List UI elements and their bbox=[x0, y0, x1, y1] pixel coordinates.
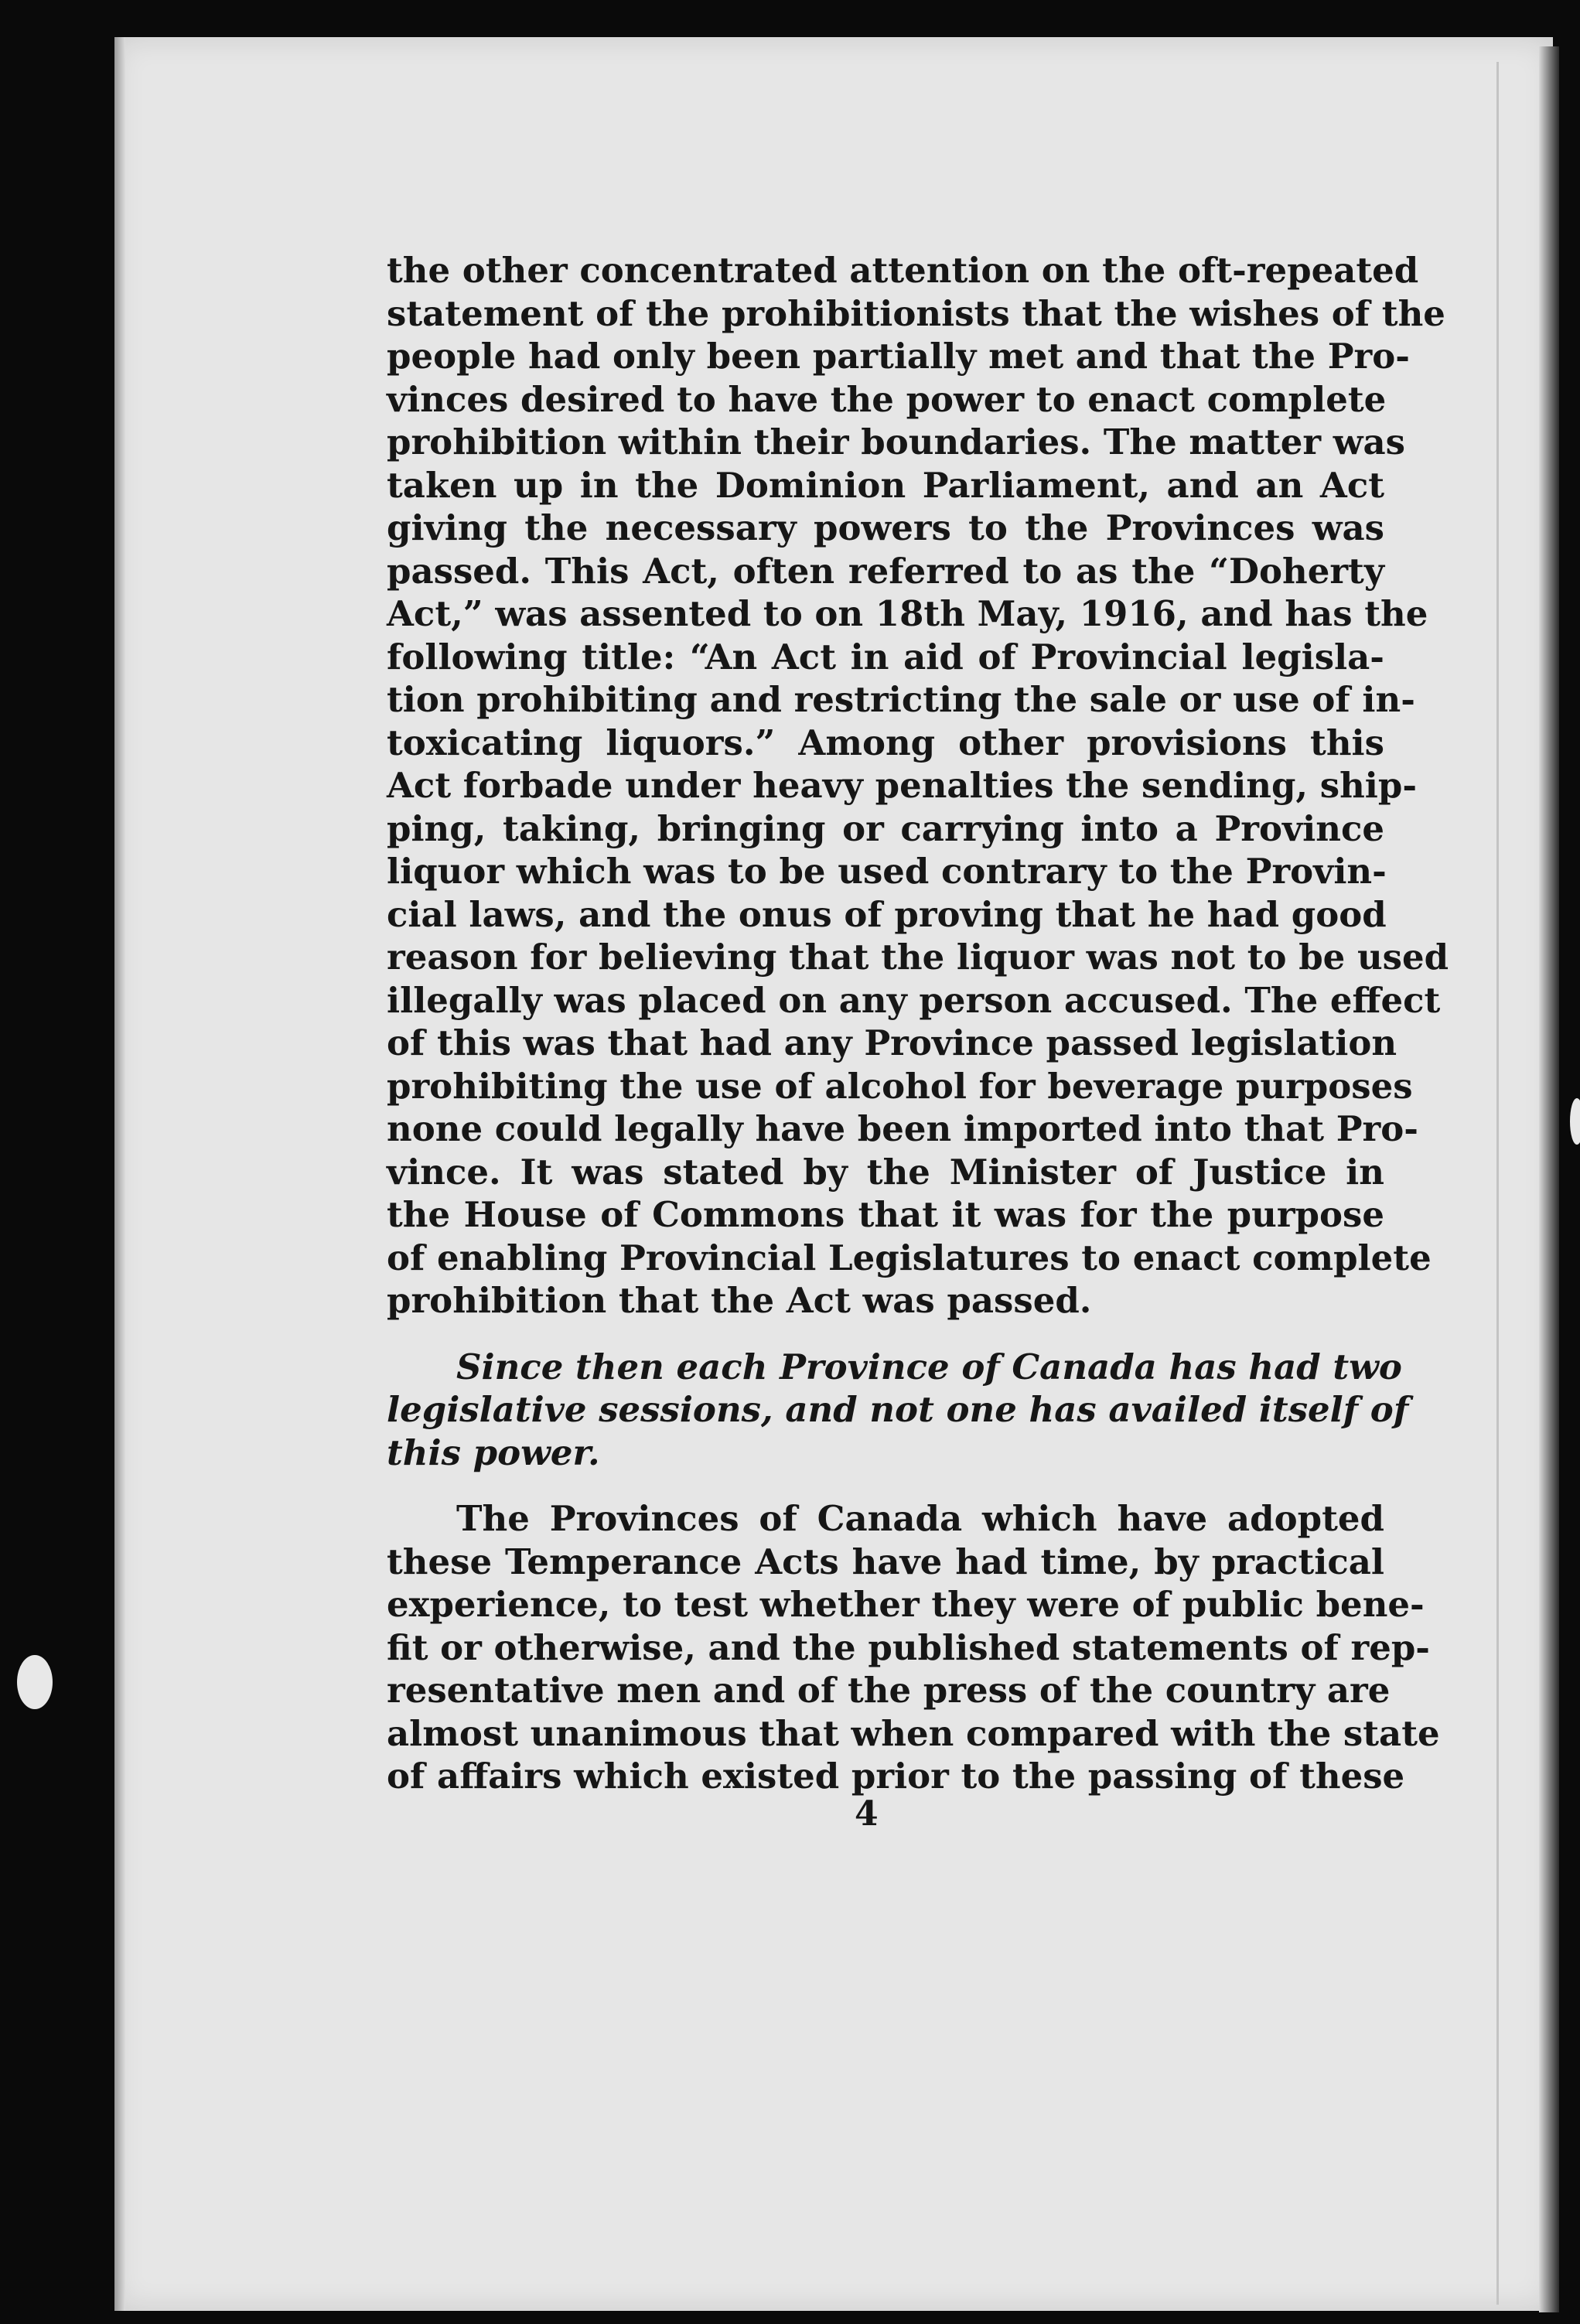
text-line: Act,” was assented to on 18th May, 1916, and has the bbox=[387, 593, 1428, 634]
paragraph-1 bbox=[387, 249, 1449, 1322]
text-line: liquor which was to be used contrary to the Provin- bbox=[387, 851, 1387, 892]
text-line: passed. This Act, often referred to as the “Doherty bbox=[387, 550, 1384, 592]
text-line: of enabling Provincial Legislatures to enact complete bbox=[387, 1237, 1432, 1278]
paragraph-2-italic bbox=[387, 1346, 1409, 1475]
text-line: reason for believing that the liquor was not to be used bbox=[387, 937, 1449, 978]
page-left-edge bbox=[114, 37, 125, 2311]
text-line: these Temperance Acts have had time, by practical bbox=[387, 1541, 1384, 1582]
text-line: statement of the prohibitionists that the wishes of the bbox=[387, 292, 1445, 334]
scan-speck bbox=[1570, 1098, 1580, 1145]
text-line: taken up in the Dominion Parliament, and an Act bbox=[387, 464, 1384, 506]
paragraph-gap bbox=[387, 1474, 1384, 1497]
text-line: prohibition within their boundaries. The matter was bbox=[387, 421, 1405, 462]
text-line: resentative men and of the press of the country are bbox=[387, 1670, 1391, 1711]
text-line: prohibiting the use of alcohol for beverage purposes bbox=[387, 1065, 1413, 1107]
scan-speck bbox=[17, 1655, 53, 1709]
text-line: vince. It was stated by the Minister of Justice in bbox=[387, 1151, 1384, 1193]
text-line: people had only been partially met and that the Pro- bbox=[387, 336, 1410, 377]
text-line: toxicating liquors.” Among other provisions this bbox=[387, 722, 1384, 763]
text-line: Since then each Province of Canada has had two bbox=[456, 1346, 1402, 1387]
text-line: legislative sessions, and not one has availed itself of bbox=[387, 1389, 1409, 1430]
text-line: the other concentrated attention on the oft-repeated bbox=[387, 250, 1419, 291]
text-line: prohibition that the Act was passed. bbox=[387, 1280, 1092, 1321]
page-right-edge bbox=[1539, 46, 1559, 2312]
page-number: 4 bbox=[855, 1794, 879, 1834]
text-line: the House of Commons that it was for the purpose bbox=[387, 1194, 1384, 1235]
text-line: following title: “An Act in aid of Provincial legisla- bbox=[387, 636, 1384, 677]
text-line: illegally was placed on any person accused. The effect bbox=[387, 979, 1441, 1021]
text-line: none could legally have been imported into that Pro- bbox=[387, 1108, 1418, 1149]
text-line: The Provinces of Canada which have adopted bbox=[456, 1498, 1384, 1539]
text-line: cial laws, and the onus of proving that he had good bbox=[387, 893, 1387, 935]
paragraph-3 bbox=[387, 1497, 1440, 1798]
text-line: experience, to test whether they were of public bene- bbox=[387, 1584, 1425, 1625]
text-line: of affairs which existed prior to the passing of these bbox=[387, 1756, 1405, 1797]
page-fold-line bbox=[1496, 62, 1499, 2305]
text-line: almost unanimous that when compared with the state bbox=[387, 1712, 1440, 1754]
text-line: vinces desired to have the power to enact complete bbox=[387, 378, 1387, 420]
text-line: of this was that had any Province passed legislation bbox=[387, 1022, 1397, 1063]
text-line: ping, taking, bringing or carrying into a Province bbox=[387, 807, 1384, 849]
paragraph-gap bbox=[387, 1322, 1384, 1346]
text-line: giving the necessary powers to the Provinces was bbox=[387, 507, 1384, 548]
body-text bbox=[387, 249, 1449, 1798]
text-line: Act forbade under heavy penalties the sending, ship- bbox=[387, 765, 1418, 806]
text-line: this power. bbox=[387, 1432, 600, 1473]
text-line: tion prohibiting and restricting the sale or use of in- bbox=[387, 679, 1415, 720]
text-line: fit or otherwise, and the published statements of rep- bbox=[387, 1626, 1430, 1668]
